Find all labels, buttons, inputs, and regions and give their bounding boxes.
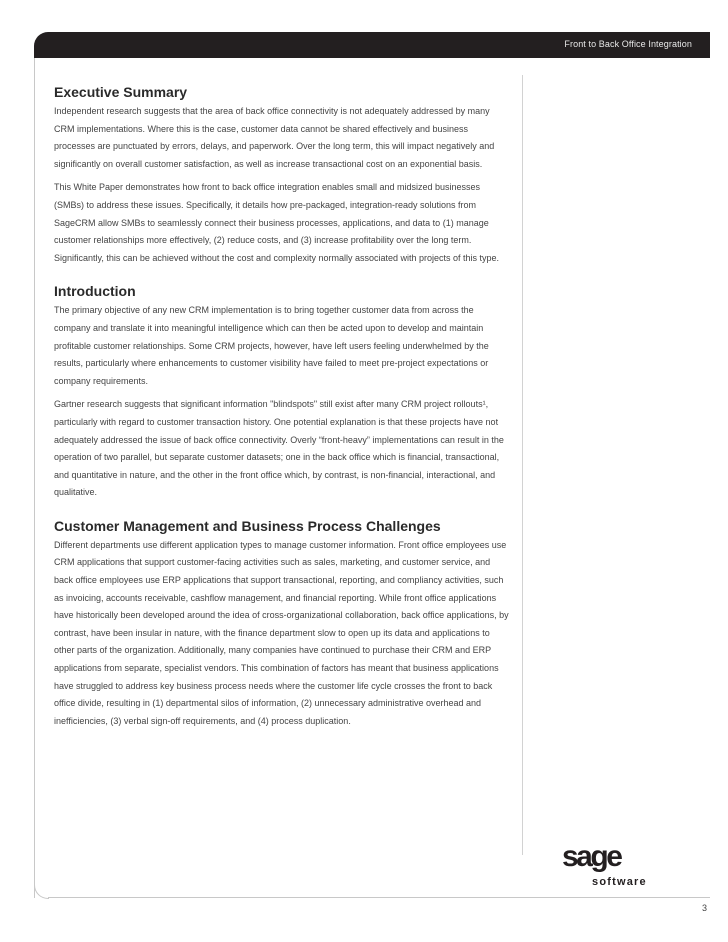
page-number: 3 <box>702 903 708 913</box>
section-heading: Customer Management and Business Process Challenges <box>54 517 441 534</box>
paragraph: Gartner research suggests that significant information "blindspots" still exist after many CRM project rollouts¹, particularly with regard to customer transaction history. One potential explanation is that these projects have not adequately addressed the issue of back office connectivity. Overly “front-heavy” implementations can result in the operation of two parallel, but separate customer datasets; one in the back office which is financial, transactional, and quantitative in nature, and the other in the front office which, by contrast, is non-financial, interactional, and qualitative. <box>54 399 504 498</box>
sidebar-divider <box>522 75 523 855</box>
section-heading: Introduction <box>54 283 136 300</box>
logo-tagline: software <box>592 876 647 888</box>
logo-wordmark: sage <box>562 840 621 873</box>
frame-border-corner <box>34 884 49 899</box>
frame-border-bottom <box>48 897 710 898</box>
paragraph: This White Paper demonstrates how front to back office integration enables small and midsized businesses (SMBs) to address these issues. Specifically, it details how pre-packaged, integration-ready solutions from SageCRM allow SMBs to seamlessly connect their business processes, applications, and data to (1) manage customer relationships more effectively, (2) reduce costs, and (3) increase profitability over the long term. Significantly, this can be achieved without the cost and complexity normally associated with projects of this type. <box>54 182 500 263</box>
section-introduction <box>54 283 509 502</box>
paragraph: Different departments use different application types to manage customer information. Front office employees use CRM applications that support customer-facing activities such as sales, marketing, and customer service, and back office employees use ERP applications that support transactional, reporting, and compliancy activities, such as invoicing, accounts receivable, cashflow management, and financial reporting. While front office applications have historically been developed around the idea of cross-organizational collaboration, back office applications, by contrast, have been insular in nature, with the finance department slow to open up its data and applications to other parts of the organization. Additionally, many companies have continued to purchase their CRM and ERP applications from separate, specialist vendors. This combination of factors has meant that business applications have struggled to address key business process needs where the customer life cycle crosses the front to back office divide, resulting in (1) departmental silos of information, (2) unnecessary administrative overhead and inefficiencies, (3) verbal sign-off requirements, and (4) process duplication. <box>54 539 509 726</box>
frame-border-left <box>34 58 35 898</box>
paragraph: Independent research suggests that the area of back office connectivity is not adequately addressed by many CRM implementations. Where this is the case, customer data cannot be shared effectively and business processes are punctuated by errors, delays, and paperwork. Over the long term, this will impact negatively and significantly on overall customer satisfaction, as well as increase transactional cost on an exponential basis. <box>54 106 495 169</box>
section-executive-summary <box>54 84 509 267</box>
document-body <box>54 84 509 746</box>
section-customer-management <box>54 518 509 731</box>
page-header-bar <box>34 32 710 58</box>
section-heading: Executive Summary <box>54 84 188 100</box>
paragraph: The primary objective of any new CRM implementation is to bring together customer data from across the company and translate it into meaningful intelligence which can then be acted upon to develop and maintain profitable customer relationships. Some CRM projects, however, have left users feeling underwhelmed by the results, particularly where enhancements to customer visibility have failed to meet pre-project expectations or company requirements. <box>54 305 489 386</box>
header-title: Front to Back Office Integration <box>564 39 692 49</box>
sage-software-logo <box>562 840 662 892</box>
